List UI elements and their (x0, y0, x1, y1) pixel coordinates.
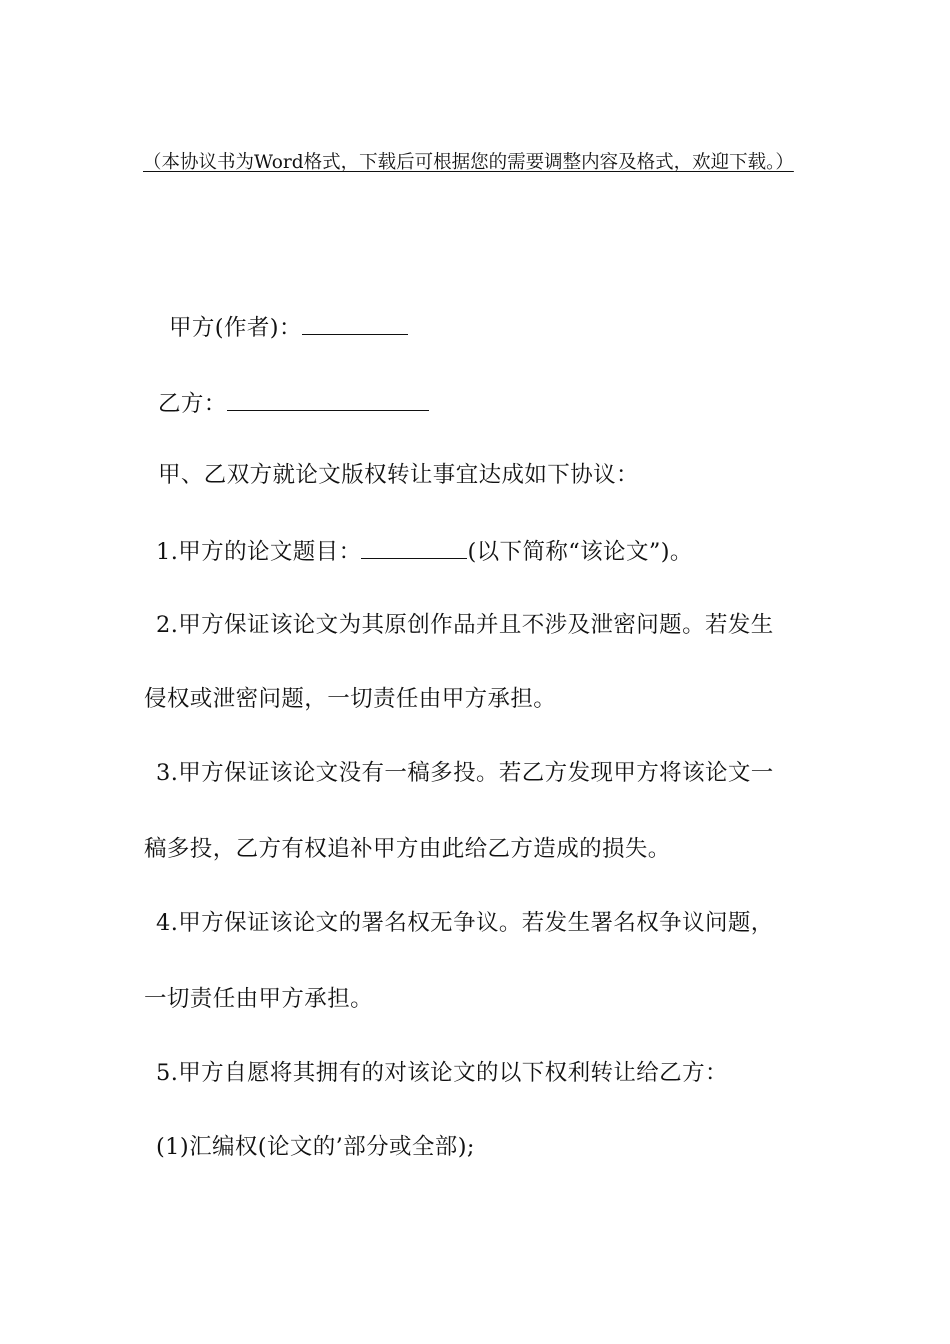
intro-paragraph: 甲、乙双方就论文版权转让事宜达成如下协议： (158, 462, 639, 488)
party-a-label: 甲方(作者)： (169, 315, 302, 341)
party-b-line (158, 388, 429, 419)
party-b-label: 乙方： (158, 391, 227, 417)
party-a-line (169, 312, 408, 343)
clause-1-prefix: 1.甲方的论文题目： (156, 539, 362, 565)
clause-4-line-1: 4.甲方保证该论文的署名权无争议。若发生署名权争议问题， (156, 910, 774, 936)
thesis-title-blank (361, 536, 467, 559)
clause-3-line-1: 3.甲方保证该论文没有一稿多投。若乙方发现甲方将该论文一 (156, 760, 774, 786)
clause-2-line-2: 侵权或泄密问题，一切责任由甲方承担。 (144, 686, 557, 712)
clause-1 (156, 536, 693, 567)
clause-1-suffix: (以下简称“该论文”)。 (467, 539, 693, 565)
format-note: （本协议书为Word格式，下载后可根据您的需要调整内容及格式，欢迎下载。） (143, 152, 794, 173)
clause-3-line-2: 稿多投，乙方有权追补甲方由此给乙方造成的损失。 (144, 836, 671, 862)
party-a-blank (302, 312, 408, 335)
clause-5: 5.甲方自愿将其拥有的对该论文的以下权利转让给乙方： (156, 1060, 728, 1086)
right-1: (1)汇编权(论文的’部分或全部); (156, 1134, 475, 1160)
clause-2-line-1: 2.甲方保证该论文为其原创作品并且不涉及泄密问题。若发生 (156, 612, 774, 638)
clause-4-line-2: 一切责任由甲方承担。 (144, 986, 374, 1012)
party-b-blank (227, 388, 429, 411)
